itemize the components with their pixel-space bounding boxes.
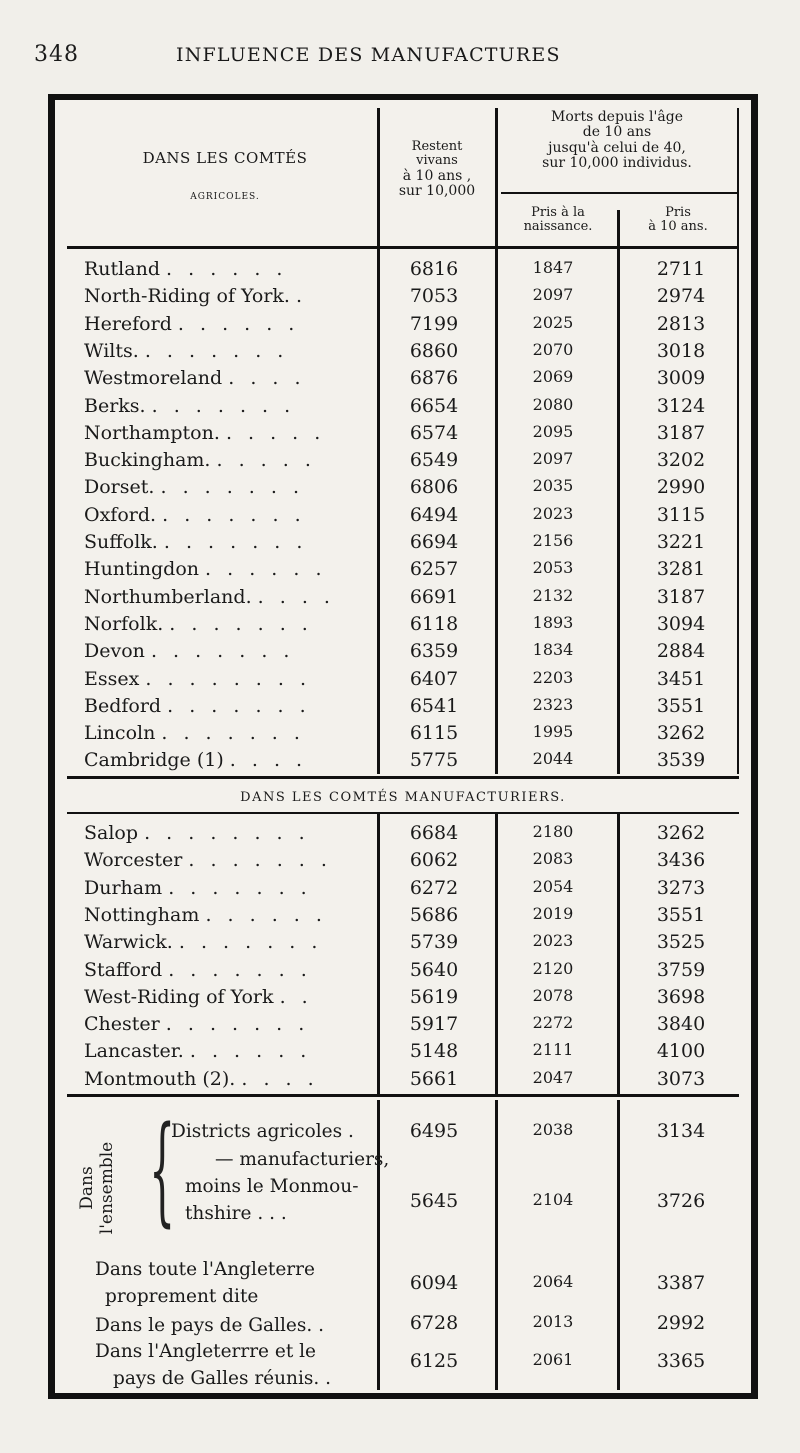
group-header-rule — [501, 192, 737, 194]
england-proper-values: 6094 2064 3387 — [409, 1272, 706, 1294]
wales-values: 6728 2013 2992 — [409, 1312, 706, 1334]
deaths-birth-value: 1847 — [532, 258, 574, 277]
survivors-heading: Restent vivans à 10 ans , sur 10,000 — [398, 139, 476, 199]
deaths-ten-value: 3009 — [656, 367, 706, 390]
survivors-value: 6359 — [409, 640, 459, 663]
survivors-value: 6684 — [409, 822, 459, 844]
county-name: Durham . . . . . . . — [84, 876, 312, 899]
survivors-value: 6860 — [409, 339, 459, 362]
ensemble-brace: { — [149, 1100, 176, 1238]
table-row — [55, 285, 751, 311]
survivors-value: 6407 — [409, 667, 459, 690]
county-name: Wilts. . . . . . . . — [84, 339, 289, 362]
table-row — [55, 613, 751, 639]
deaths-ten-value: 3698 — [656, 985, 706, 1008]
deaths-birth-value: 2097 — [532, 285, 574, 305]
table-row — [55, 849, 751, 875]
deaths-birth-value: 2083 — [532, 849, 574, 869]
table-row — [55, 959, 751, 985]
county-name: Montmouth (2). . . . . — [84, 1067, 319, 1090]
table-row — [55, 695, 751, 721]
section-rule-3 — [67, 1094, 739, 1097]
table-row — [55, 722, 751, 748]
county-name: Berks. . . . . . . . — [84, 394, 296, 417]
survivors-value: 5917 — [409, 1013, 459, 1036]
england-wales-values: 6125 2061 3365 — [409, 1350, 706, 1372]
ensemble-side-label: Dans l'ensemble — [77, 1141, 117, 1235]
county-name: Oxford. . . . . . . . — [84, 503, 306, 526]
deaths-birth-value: 2323 — [532, 694, 574, 714]
table-row — [55, 258, 751, 284]
deaths-ten-value: 3221 — [656, 531, 706, 553]
survivors-value: 5686 — [409, 903, 459, 926]
manu-districts-values: 5645 2104 3726 — [409, 1190, 706, 1212]
county-name: Warwick. . . . . . . . — [84, 931, 323, 954]
county-name: Worcester . . . . . . . — [84, 849, 332, 872]
table-row — [55, 476, 751, 502]
deaths-birth-value: 2044 — [532, 749, 574, 769]
deaths-ten-value: 3018 — [656, 339, 706, 362]
header-rule — [67, 246, 737, 249]
deaths-birth-value: 2180 — [532, 822, 574, 841]
county-name: Salop . . . . . . . . — [84, 822, 310, 844]
county-name: Lincoln . . . . . . . — [84, 722, 305, 745]
table-row — [55, 531, 751, 557]
table-row — [55, 822, 751, 848]
manu-districts-label: — manufacturiers, moins le Monmou- thshire . . . — [185, 1149, 390, 1224]
table-row — [55, 395, 751, 421]
county-name: North-Riding of York. . — [84, 285, 308, 308]
deaths-ten-value: 2711 — [656, 258, 706, 280]
agri-districts-label: Districts agricoles . — [171, 1121, 354, 1142]
survivors-value: 6494 — [409, 503, 459, 526]
deaths-ten-value: 3124 — [656, 394, 706, 417]
deaths-birth-value: 2023 — [532, 931, 574, 951]
table-row — [55, 749, 751, 775]
survivors-value: 6118 — [409, 612, 459, 635]
table-row — [55, 313, 751, 339]
survivors-value: 6115 — [409, 722, 459, 745]
deaths-birth-value: 2095 — [532, 421, 574, 441]
deaths-ten-value: 2884 — [656, 640, 706, 663]
county-name: Lancaster. . . . . . . — [84, 1040, 312, 1063]
agricultural-subheading: AGRICOLES. — [190, 192, 260, 202]
survivors-value: 6654 — [409, 394, 459, 417]
deaths-birth-value: 2080 — [532, 394, 574, 414]
survivors-value: 6691 — [409, 585, 459, 608]
deaths-ten-value: 3551 — [656, 903, 706, 926]
deaths-birth-value: 1893 — [532, 612, 574, 632]
deaths-birth-value: 2069 — [532, 367, 574, 387]
county-name: Northampton. . . . . . — [84, 421, 326, 444]
deaths-ten-value: 3759 — [656, 958, 706, 981]
table-row — [55, 1040, 751, 1066]
county-name: Cambridge (1) . . . . — [84, 749, 308, 772]
deaths-ten-value: 3262 — [656, 822, 706, 844]
deaths-ten-value: 3115 — [656, 503, 706, 526]
survivors-value: 6549 — [409, 449, 459, 472]
table-row — [55, 586, 751, 612]
deaths-ten-value: 3094 — [656, 612, 706, 635]
county-name: Northumberland. . . . . — [84, 585, 335, 608]
survivors-value: 5148 — [409, 1040, 459, 1063]
county-name: West-Riding of York . . — [84, 985, 313, 1008]
table-row — [55, 340, 751, 366]
survivors-value: 6257 — [409, 558, 459, 581]
deaths-ten-value: 3525 — [656, 931, 706, 954]
county-name: Devon . . . . . . . — [84, 640, 295, 663]
deaths-birth-value: 2203 — [532, 667, 574, 687]
county-name: Rutland . . . . . . — [84, 258, 288, 280]
county-name: Essex . . . . . . . . — [84, 667, 311, 690]
table-row — [55, 931, 751, 957]
deaths-birth-value: 2272 — [532, 1013, 574, 1033]
agri-districts-values: 6495 2038 3134 — [409, 1120, 706, 1142]
deaths-birth-value: 2035 — [532, 476, 574, 496]
county-name: Huntingdon . . . . . . — [84, 558, 327, 581]
deaths-birth-value: 2120 — [532, 958, 574, 978]
county-name: Suffolk. . . . . . . . — [84, 531, 308, 553]
county-name: Norfolk. . . . . . . . — [84, 612, 313, 635]
deaths-ten-value: 3281 — [656, 558, 706, 581]
deaths-ten-value: 3551 — [656, 694, 706, 717]
statistics-table — [48, 94, 758, 1399]
table-row — [55, 904, 751, 930]
deaths-ten-value: 3073 — [656, 1067, 706, 1090]
deaths-ten-value: 3436 — [656, 849, 706, 872]
deaths-ten-value: 3187 — [656, 585, 706, 608]
table-row — [55, 877, 751, 903]
wales-label: Dans le pays de Galles. . — [95, 1315, 324, 1336]
taken-at-birth-heading: Pris à la naissance. — [523, 205, 593, 235]
survivors-value: 6062 — [409, 849, 459, 872]
england-proper-label: Dans toute l'Angleterre proprement dite — [95, 1259, 315, 1307]
county-name: Hereford . . . . . . — [84, 312, 300, 335]
survivors-value: 5661 — [409, 1067, 459, 1090]
deaths-ten-value: 3262 — [656, 722, 706, 745]
county-name: Stafford . . . . . . . — [84, 958, 312, 981]
deaths-birth-value: 2047 — [532, 1067, 574, 1087]
county-name: Chester . . . . . . . — [84, 1013, 310, 1036]
deaths-group-heading: Morts depuis l'âge de 10 ans jusqu'à celui de 40, sur 10,000 individus. — [542, 109, 692, 172]
page-number: 348 — [34, 42, 79, 67]
running-title: INFLUENCE DES MANUFACTURES — [176, 44, 561, 66]
survivors-value: 6806 — [409, 476, 459, 499]
table-row — [55, 986, 751, 1012]
deaths-ten-value: 3840 — [656, 1013, 706, 1036]
deaths-birth-value: 2053 — [532, 558, 574, 578]
deaths-birth-value: 1995 — [532, 722, 574, 742]
survivors-value: 5739 — [409, 931, 459, 954]
survivors-value: 7053 — [409, 285, 459, 308]
deaths-ten-value: 3273 — [656, 876, 706, 899]
county-name: Bedford . . . . . . . — [84, 694, 311, 717]
deaths-birth-value: 2019 — [532, 903, 574, 923]
taken-at-ten-heading: Pris à 10 ans. — [648, 205, 708, 235]
deaths-birth-value: 2025 — [532, 312, 574, 332]
county-name: Buckingham. . . . . . — [84, 449, 316, 472]
survivors-value: 6272 — [409, 876, 459, 899]
survivors-value: 5619 — [409, 985, 459, 1008]
survivors-value: 6574 — [409, 421, 459, 444]
table-row — [55, 422, 751, 448]
deaths-birth-value: 2156 — [532, 531, 574, 550]
county-name: Dorset. . . . . . . . — [84, 476, 304, 499]
table-row — [55, 367, 751, 393]
survivors-value: 6541 — [409, 694, 459, 717]
deaths-birth-value: 2111 — [532, 1040, 574, 1060]
survivors-value: 6694 — [409, 531, 459, 553]
survivors-value: 6876 — [409, 367, 459, 390]
england-wales-label: Dans l'Angleterrre et le pays de Galles réunis. . — [95, 1341, 332, 1389]
table-row — [55, 504, 751, 530]
table-row — [55, 1068, 751, 1094]
deaths-birth-value: 1834 — [532, 640, 574, 660]
table-row — [55, 640, 751, 666]
deaths-birth-value: 2054 — [532, 876, 574, 896]
county-name: Nottingham . . . . . . — [84, 903, 327, 926]
deaths-birth-value: 2070 — [532, 339, 574, 359]
deaths-ten-value: 3539 — [656, 749, 706, 772]
deaths-ten-value: 3187 — [656, 421, 706, 444]
survivors-value: 7199 — [409, 312, 459, 335]
county-name: Westmoreland . . . . — [84, 367, 306, 390]
deaths-birth-value: 2078 — [532, 985, 574, 1005]
table-row — [55, 558, 751, 584]
deaths-birth-value: 2023 — [532, 503, 574, 523]
deaths-birth-value: 2097 — [532, 449, 574, 469]
survivors-value: 5640 — [409, 958, 459, 981]
deaths-birth-value: 2132 — [532, 585, 574, 605]
deaths-ten-value: 4100 — [656, 1040, 706, 1063]
deaths-ten-value: 3451 — [656, 667, 706, 690]
table-row — [55, 449, 751, 475]
deaths-ten-value: 2990 — [656, 476, 706, 499]
survivors-value: 6816 — [409, 258, 459, 280]
deaths-ten-value: 2974 — [656, 285, 706, 308]
county-column-heading: DANS LES COMTÉS — [142, 149, 308, 167]
table-row — [55, 1013, 751, 1039]
deaths-ten-value: 3202 — [656, 449, 706, 472]
page-header — [0, 42, 800, 78]
survivors-value: 5775 — [409, 749, 459, 772]
deaths-ten-value: 2813 — [656, 312, 706, 335]
table-row — [55, 668, 751, 694]
manufacturing-heading: DANS LES COMTÉS MANUFACTURIERS. — [240, 790, 566, 805]
section-rule-2 — [67, 812, 739, 814]
section-rule-1 — [67, 776, 739, 779]
